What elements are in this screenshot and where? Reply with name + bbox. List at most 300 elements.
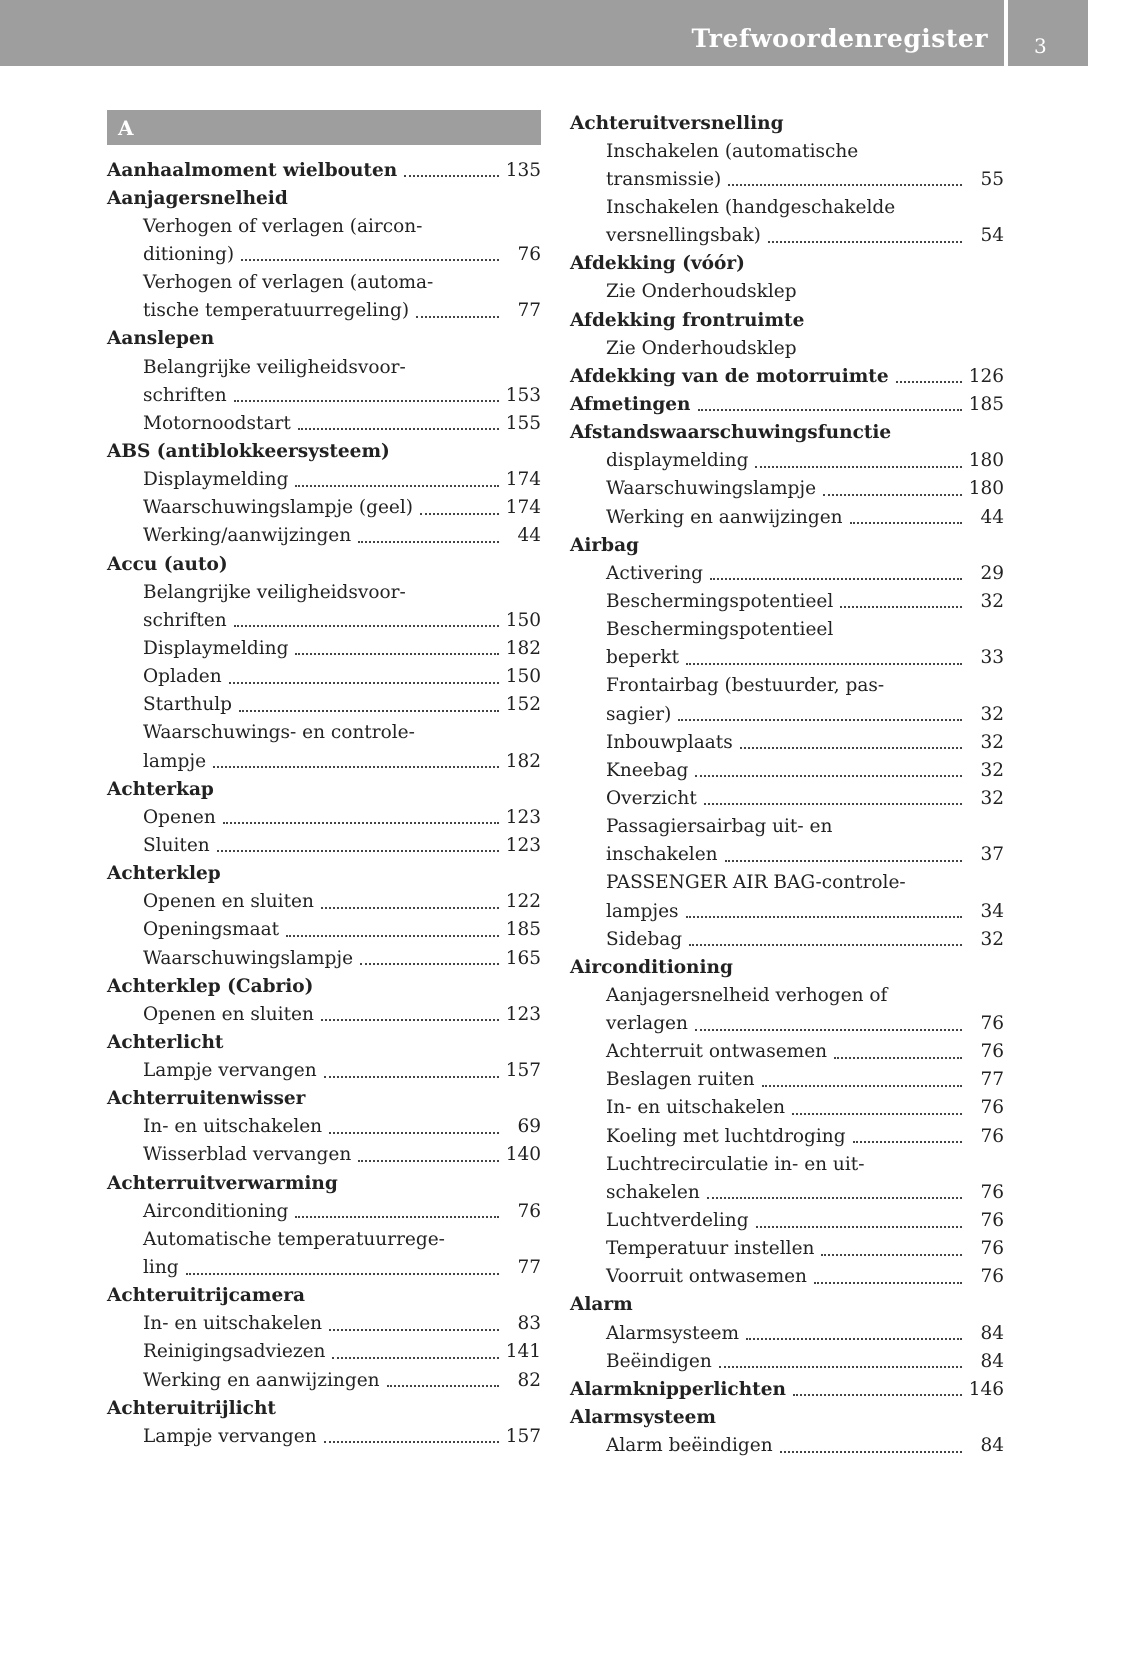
page-reference: 140	[505, 1144, 541, 1166]
page-reference: 32	[980, 731, 1004, 753]
entry-text: In- en uitschakelen	[606, 1097, 786, 1119]
dot-leader	[420, 513, 499, 515]
page-reference: 34	[980, 900, 1004, 922]
index-subentry	[107, 1000, 541, 1028]
entry-text: Afmetingen	[570, 393, 691, 415]
entry-text: Achteruitrijlicht	[107, 1397, 276, 1419]
index-subentry	[107, 297, 541, 325]
entry-text: Alarmsysteem	[606, 1322, 740, 1344]
dot-leader	[239, 710, 499, 712]
dot-leader	[321, 1019, 499, 1021]
index-subentry	[570, 756, 1004, 784]
entry-text: Waarschuwingslampje	[606, 478, 817, 500]
dot-leader	[740, 747, 962, 749]
entry-text: Achterruitverwarming	[107, 1172, 338, 1194]
entry-text: Achterkap	[107, 778, 214, 800]
index-subentry	[570, 222, 1004, 250]
page-reference: 76	[980, 1097, 1004, 1119]
index-subentry	[570, 841, 1004, 869]
entry-text: Luchtverdeling	[606, 1210, 749, 1232]
index-subentry	[107, 916, 541, 944]
page-reference: 174	[505, 469, 541, 491]
index-subentry	[107, 1141, 541, 1169]
page-reference: 69	[517, 1116, 541, 1138]
index-subentry	[107, 269, 541, 297]
entry-text: Achteruitrijcamera	[107, 1285, 305, 1307]
page-reference: 180	[968, 478, 1004, 500]
dot-leader	[710, 578, 962, 580]
entry-text: Afdekking (vóór)	[570, 253, 745, 275]
page-reference: 84	[980, 1322, 1004, 1344]
index-entry	[107, 1028, 541, 1056]
index-entry	[570, 390, 1004, 418]
entry-text: Beëindigen	[606, 1350, 712, 1372]
dot-leader	[295, 653, 499, 655]
page-reference: 155	[505, 412, 541, 434]
index-subentry	[107, 663, 541, 691]
dot-leader	[814, 1282, 962, 1284]
dot-leader	[686, 916, 962, 918]
dot-leader	[792, 1113, 962, 1115]
dot-leader	[223, 822, 499, 824]
dot-leader	[755, 466, 962, 468]
index-subentry	[570, 925, 1004, 953]
page-reference: 54	[980, 225, 1004, 247]
index-subentry	[570, 784, 1004, 812]
entry-text: Voorruit ontwasemen	[606, 1266, 807, 1288]
dot-leader	[725, 860, 962, 862]
index-subentry	[570, 644, 1004, 672]
page-reference: 150	[505, 609, 541, 631]
index-subentry	[107, 1253, 541, 1281]
entry-text: Werking/aanwijzingen	[143, 525, 352, 547]
index-subentry	[570, 1319, 1004, 1347]
index-subentry	[107, 381, 541, 409]
index-subentry	[570, 897, 1004, 925]
dot-leader	[823, 494, 962, 496]
entry-text: Lampje vervangen	[143, 1060, 317, 1082]
index-subentry	[107, 578, 541, 606]
index-subentry	[107, 747, 541, 775]
index-entry	[570, 531, 1004, 559]
index-subentry	[570, 1263, 1004, 1291]
dot-leader	[329, 1132, 499, 1134]
index-subentry	[570, 1066, 1004, 1094]
index-subentry	[570, 1038, 1004, 1066]
index-entry	[107, 1169, 541, 1197]
entry-text: lampje	[143, 750, 207, 772]
index-subentry	[570, 447, 1004, 475]
dot-leader	[213, 766, 499, 768]
entry-text: ditioning)	[143, 243, 235, 265]
dot-leader	[728, 184, 962, 186]
entry-text: Aanhaalmoment wielbouten	[107, 159, 398, 181]
dot-leader	[229, 682, 499, 684]
dot-leader	[689, 944, 962, 946]
entry-text: beperkt	[606, 647, 680, 669]
entry-text: schriften	[143, 609, 227, 631]
index-subentry	[570, 475, 1004, 503]
dot-leader	[853, 1141, 962, 1143]
index-subentry	[107, 888, 541, 916]
dot-leader	[324, 1076, 499, 1078]
index-subentry	[570, 728, 1004, 756]
dot-leader	[286, 935, 499, 937]
page-reference: 83	[517, 1313, 541, 1335]
entry-text: ABS (antiblokkeersysteem)	[107, 440, 390, 462]
entry-text: Opladen	[143, 666, 222, 688]
entry-text: Aanjagersnelheid verhogen of	[606, 984, 888, 1006]
page-reference: 123	[505, 834, 541, 856]
dot-leader	[762, 1085, 962, 1087]
entry-text: Koeling met luchtdroging	[606, 1125, 846, 1147]
index-entry	[107, 775, 541, 803]
index-entry	[107, 860, 541, 888]
page-title: Trefwoordenregister	[691, 24, 988, 53]
dot-leader	[416, 316, 499, 318]
dot-leader	[896, 381, 962, 383]
dot-leader	[234, 625, 499, 627]
section-letter-bar	[107, 110, 541, 145]
entry-text: Motornoodstart	[143, 412, 291, 434]
page-reference: 76	[517, 1200, 541, 1222]
index-subentry	[107, 212, 541, 240]
dot-leader	[295, 1216, 499, 1218]
index-subentry	[570, 193, 1004, 221]
entry-text: Beschermingspotentieel	[606, 590, 834, 612]
index-subentry	[107, 634, 541, 662]
entry-text: Verhogen of verlagen (automa-	[143, 272, 434, 294]
dot-leader	[241, 259, 499, 261]
entry-text: Airconditioning	[570, 956, 733, 978]
page-reference: 32	[980, 787, 1004, 809]
index-subentry	[107, 1113, 541, 1141]
entry-text: Wisserblad vervangen	[143, 1144, 352, 1166]
dot-leader	[321, 907, 499, 909]
index-subentry	[107, 719, 541, 747]
index-subentry	[107, 1310, 541, 1338]
dot-leader	[358, 1160, 499, 1162]
entry-text: Airconditioning	[143, 1200, 289, 1222]
dot-leader	[719, 1366, 962, 1368]
index-entry	[570, 1291, 1004, 1319]
index-subentry	[107, 1338, 541, 1366]
entry-text: In- en uitschakelen	[143, 1313, 323, 1335]
entry-text: Achterlicht	[107, 1031, 224, 1053]
dot-leader	[324, 1441, 499, 1443]
dot-leader	[234, 400, 499, 402]
page-reference: 76	[980, 1210, 1004, 1232]
section-letter: A	[118, 116, 134, 140]
page-reference: 82	[517, 1369, 541, 1391]
page-reference: 182	[505, 750, 541, 772]
entry-text: Waarschuwingslampje (geel)	[143, 497, 413, 519]
page-reference: 76	[980, 1013, 1004, 1035]
entry-text: Waarschuwings- en controle-	[143, 722, 415, 744]
index-subentry	[570, 137, 1004, 165]
index-subentry	[570, 1235, 1004, 1263]
page-reference: 32	[980, 928, 1004, 950]
dot-leader	[698, 409, 962, 411]
index-subentry	[570, 616, 1004, 644]
index-entry	[570, 250, 1004, 278]
page-reference: 84	[980, 1435, 1004, 1457]
entry-text: Zie Onderhoudsklep	[606, 281, 797, 303]
dot-leader	[746, 1338, 962, 1340]
page-reference: 76	[980, 1041, 1004, 1063]
index-entry	[570, 109, 1004, 137]
dot-leader	[834, 1057, 962, 1059]
entry-text: Activering	[606, 562, 703, 584]
entry-text: Accu (auto)	[107, 553, 228, 575]
index-entry	[570, 1403, 1004, 1431]
page-reference: 76	[980, 1181, 1004, 1203]
index-entry	[570, 306, 1004, 334]
entry-text: Automatische temperatuurrege-	[143, 1228, 445, 1250]
page-reference: 77	[517, 300, 541, 322]
entry-text: Passagiersairbag uit- en	[606, 816, 833, 838]
entry-text: Alarm	[570, 1294, 633, 1316]
entry-text: Kneebag	[606, 759, 689, 781]
page-reference: 77	[980, 1069, 1004, 1091]
dot-leader	[332, 1357, 499, 1359]
page-reference: 84	[980, 1350, 1004, 1372]
dot-leader	[678, 719, 962, 721]
entry-text: Inschakelen (handgeschakelde	[606, 196, 896, 218]
entry-text: Overzicht	[606, 787, 697, 809]
entry-text: transmissie)	[606, 168, 722, 190]
entry-text: Afdekking van de motorruimte	[570, 365, 889, 387]
entry-text: In- en uitschakelen	[143, 1116, 323, 1138]
index-entry	[107, 184, 541, 212]
index-entry	[107, 1394, 541, 1422]
entry-text: Airbag	[570, 534, 639, 556]
entry-text: Werking en aanwijzingen	[143, 1369, 380, 1391]
entry-text: Belangrijke veiligheidsvoor-	[143, 581, 406, 603]
page-reference: 33	[980, 647, 1004, 669]
index-entry	[107, 1282, 541, 1310]
page-number-box	[1008, 0, 1088, 66]
index-subentry	[107, 466, 541, 494]
index-entry	[107, 1085, 541, 1113]
page-reference: 76	[980, 1238, 1004, 1260]
page-reference: 32	[980, 590, 1004, 612]
entry-text: Beslagen ruiten	[606, 1069, 755, 1091]
page-reference: 32	[980, 759, 1004, 781]
index-subentry	[570, 1432, 1004, 1460]
index-subentry	[570, 503, 1004, 531]
entry-text: Openingsmaat	[143, 919, 280, 941]
entry-text: Openen en sluiten	[143, 1003, 314, 1025]
page-reference: 32	[980, 703, 1004, 725]
index-subentry	[570, 559, 1004, 587]
index-subentry	[107, 1225, 541, 1253]
index-subentry	[570, 700, 1004, 728]
entry-text: Luchtrecirculatie in- en uit-	[606, 1153, 865, 1175]
index-subentry	[107, 691, 541, 719]
index-entry	[570, 362, 1004, 390]
entry-text: Zie Onderhoudsklep	[606, 337, 797, 359]
entry-text: PASSENGER AIR BAG-controle-	[606, 872, 906, 894]
entry-text: Waarschuwingslampje	[143, 947, 354, 969]
page-reference: 146	[968, 1378, 1004, 1400]
entry-text: Aanjagersnelheid	[107, 187, 288, 209]
entry-text: Afdekking frontruimte	[570, 309, 805, 331]
dot-leader	[329, 1329, 499, 1331]
dot-leader	[358, 541, 499, 543]
index-subentry	[570, 869, 1004, 897]
index-subentry	[107, 1422, 541, 1450]
dot-leader	[756, 1226, 962, 1228]
dot-leader	[780, 1451, 962, 1453]
entry-text: Sidebag	[606, 928, 683, 950]
entry-text: versnellingsbak)	[606, 225, 761, 247]
entry-text: schriften	[143, 384, 227, 406]
dot-leader	[217, 850, 499, 852]
entry-text: Afstandswaarschuwingsfunctie	[570, 422, 892, 444]
index-column-right	[570, 109, 1004, 1460]
entry-text: Alarm beëindigen	[606, 1435, 773, 1457]
page-reference: 76	[980, 1125, 1004, 1147]
page-reference: 182	[505, 637, 541, 659]
index-subentry	[570, 278, 1004, 306]
page-reference: 55	[980, 168, 1004, 190]
index-subentry	[570, 587, 1004, 615]
entry-text: Displaymelding	[143, 637, 289, 659]
page-reference: 122	[505, 891, 541, 913]
entry-text: Verhogen of verlagen (aircon-	[143, 215, 423, 237]
index-subentry	[107, 1197, 541, 1225]
entry-text: Frontairbag (bestuurder, pas-	[606, 675, 885, 697]
index-entry	[107, 437, 541, 465]
page-number: 3	[1034, 34, 1047, 58]
entry-text: sagier)	[606, 703, 672, 725]
index-subentry	[570, 1150, 1004, 1178]
dot-leader	[821, 1254, 962, 1256]
index-subentry	[570, 1010, 1004, 1038]
page-reference: 123	[505, 806, 541, 828]
page-reference: 157	[505, 1425, 541, 1447]
index-subentry	[107, 831, 541, 859]
entry-text: Achteruitversnelling	[570, 112, 784, 134]
page-reference: 76	[517, 243, 541, 265]
page-reference: 141	[505, 1341, 541, 1363]
dot-leader	[298, 428, 499, 430]
page-reference: 44	[980, 506, 1004, 528]
index-subentry	[570, 672, 1004, 700]
page-reference: 77	[517, 1257, 541, 1279]
entry-text: Achterklep	[107, 863, 221, 885]
index-subentry	[570, 813, 1004, 841]
dot-leader	[695, 1029, 962, 1031]
index-entry	[107, 972, 541, 1000]
index-subentry	[107, 494, 541, 522]
index-subentry	[107, 409, 541, 437]
entry-text: Temperatuur instellen	[606, 1238, 815, 1260]
dot-leader	[840, 606, 962, 608]
index-entry	[107, 550, 541, 578]
entry-text: Starthulp	[143, 694, 233, 716]
entry-text: Inschakelen (automatische	[606, 140, 859, 162]
entry-text: Alarmknipperlichten	[570, 1378, 786, 1400]
index-subentry	[570, 1206, 1004, 1234]
entry-text: Achterruitenwisser	[107, 1088, 306, 1110]
dot-leader	[186, 1273, 499, 1275]
dot-leader	[704, 803, 962, 805]
dot-leader	[295, 485, 499, 487]
page-reference: 185	[505, 919, 541, 941]
entry-text: Openen en sluiten	[143, 891, 314, 913]
dot-leader	[768, 241, 962, 243]
page-reference: 174	[505, 497, 541, 519]
index-subentry	[107, 522, 541, 550]
index-subentry	[107, 606, 541, 634]
page-reference: 126	[968, 365, 1004, 387]
page-reference: 76	[980, 1266, 1004, 1288]
page-reference: 44	[517, 525, 541, 547]
index-subentry	[570, 1094, 1004, 1122]
page-reference: 29	[980, 562, 1004, 584]
entry-text: Openen	[143, 806, 216, 828]
entry-text: inschakelen	[606, 844, 718, 866]
page-reference: 157	[505, 1060, 541, 1082]
index-subentry	[107, 240, 541, 268]
entry-text: Sluiten	[143, 834, 210, 856]
entry-text: schakelen	[606, 1181, 700, 1203]
index-subentry	[107, 803, 541, 831]
index-entry	[107, 156, 541, 184]
index-subentry	[570, 1122, 1004, 1150]
entry-text: Displaymelding	[143, 469, 289, 491]
index-column-left	[107, 156, 541, 1450]
page-reference: 123	[505, 1003, 541, 1025]
dot-leader	[404, 175, 499, 177]
entry-text: Achterklep (Cabrio)	[107, 975, 314, 997]
entry-text: Aanslepen	[107, 328, 215, 350]
index-entry	[570, 1375, 1004, 1403]
page-reference: 153	[505, 384, 541, 406]
index-entry	[107, 325, 541, 353]
index-subentry	[570, 334, 1004, 362]
dot-leader	[686, 663, 962, 665]
index-entry	[570, 953, 1004, 981]
entry-text: Lampje vervangen	[143, 1425, 317, 1447]
page-reference: 150	[505, 666, 541, 688]
page-reference: 180	[968, 450, 1004, 472]
entry-text: Achterruit ontwasemen	[606, 1041, 828, 1063]
index-entry	[570, 419, 1004, 447]
index-subentry	[107, 1366, 541, 1394]
page-reference: 135	[505, 159, 541, 181]
page-reference: 165	[505, 947, 541, 969]
entry-text: Beschermingspotentieel	[606, 619, 834, 641]
index-subentry	[570, 165, 1004, 193]
dot-leader	[360, 963, 499, 965]
entry-text: lampjes	[606, 900, 679, 922]
page-reference: 185	[968, 393, 1004, 415]
dot-leader	[695, 775, 962, 777]
entry-text: ling	[143, 1257, 179, 1279]
dot-leader	[793, 1394, 962, 1396]
entry-text: Werking en aanwijzingen	[606, 506, 843, 528]
entry-text: displaymelding	[606, 450, 749, 472]
index-subentry	[570, 1178, 1004, 1206]
index-subentry	[107, 353, 541, 381]
entry-text: Belangrijke veiligheidsvoor-	[143, 356, 406, 378]
entry-text: Alarmsysteem	[570, 1407, 716, 1429]
entry-text: verlagen	[606, 1013, 688, 1035]
index-subentry	[570, 981, 1004, 1009]
